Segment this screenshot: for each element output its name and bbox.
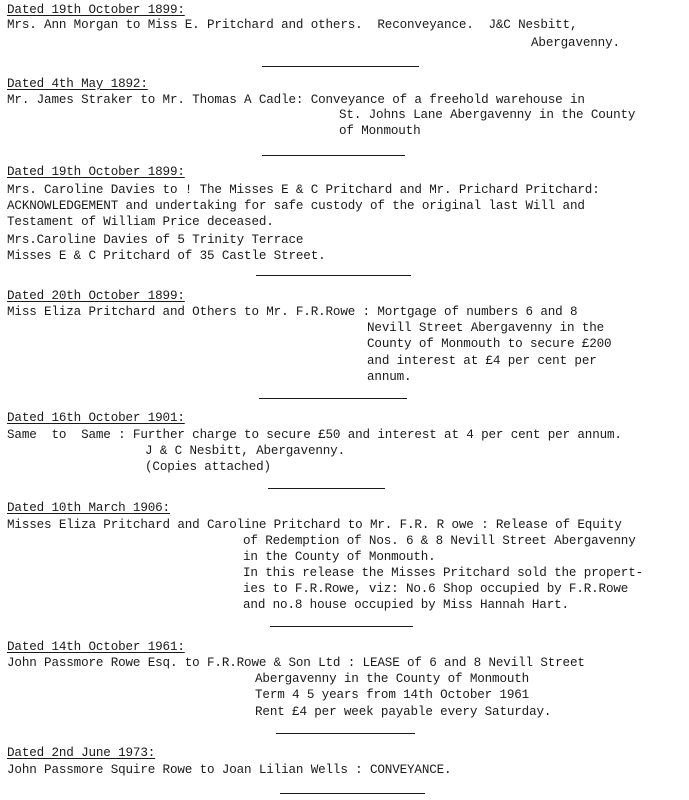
entry-text-line: John Passmore Squire Rowe to Joan Lilian Wells : CONVEYANCE. <box>7 763 452 777</box>
entry-text-line: Misses E & C Pritchard of 35 Castle Street. <box>7 249 326 263</box>
entry-text-line: ACKNOWLEDGEMENT and undertaking for safe custody of the original last Will and <box>7 199 585 213</box>
entry-text-line: Mrs. Caroline Davies to ! The Misses E & C Pritchard and Mr. Prichard Pritchard: <box>7 183 600 197</box>
section-divider <box>259 398 407 399</box>
entry-text-line: Abergavenny in the County of Monmouth <box>255 672 530 686</box>
entry-text-line: ies to F.R.Rowe, viz: No.6 Shop occupied by F.R.Rowe <box>243 582 629 596</box>
entry-text-line: Nevill Street Abergavenny in the <box>367 321 605 335</box>
entry-text-line: Rent £4 per week payable every Saturday. <box>255 705 552 719</box>
entry-text-line: and interest at £4 per cent per <box>367 354 597 368</box>
entry-text-line: of Monmouth <box>339 124 421 138</box>
entry-date: Dated 19th October 1899: <box>7 165 185 179</box>
entry-text-line: Abergavenny. <box>531 36 620 50</box>
entry-text-line: Testament of William Price deceased. <box>7 215 274 229</box>
entry-date: Dated 2nd June 1973: <box>7 746 156 760</box>
entry-date: Dated 10th March 1906: <box>7 501 170 515</box>
entry-text-line: (Copies attached) <box>145 460 271 474</box>
entry-text-line: Misses Eliza Pritchard and Caroline Pritchard to Mr. F.R. R owe : Release of Equity <box>7 518 622 532</box>
section-divider <box>256 275 411 276</box>
entry-date: Dated 16th October 1901: <box>7 411 185 425</box>
entry-text-line: in the County of Monmouth. <box>243 550 436 564</box>
entry-text-line: Mrs. Ann Morgan to Miss E. Pritchard and others. Reconveyance. J&C Nesbitt, <box>7 18 578 32</box>
section-divider <box>280 793 425 794</box>
section-divider <box>270 626 413 627</box>
entry-text-line: John Passmore Rowe Esq. to F.R.Rowe & Son Ltd : LEASE of 6 and 8 Nevill Street <box>7 656 585 670</box>
entry-text-line: Term 4 5 years from 14th October 1961 <box>255 688 530 702</box>
section-divider <box>262 66 419 67</box>
section-divider <box>276 733 415 734</box>
entry-text-line: In this release the Misses Pritchard sold the propert- <box>243 566 644 580</box>
entry-text-line: Mrs.Caroline Davies of 5 Trinity Terrace <box>7 233 304 247</box>
section-divider <box>262 155 405 156</box>
section-divider <box>268 488 385 489</box>
entry-date: Dated 4th May 1892: <box>7 77 148 91</box>
entry-text-line: Same to Same : Further charge to secure £50 and interest at 4 per cent per annum. <box>7 428 622 442</box>
entry-date: Dated 19th October 1899: <box>7 3 185 17</box>
entry-text-line: and no.8 house occupied by Miss Hannah Hart. <box>243 598 569 612</box>
entry-text-line: of Redemption of Nos. 6 & 8 Nevill Street Abergavenny <box>243 534 636 548</box>
entry-text-line: County of Monmouth to secure £200 <box>367 337 612 351</box>
entry-text-line: St. Johns Lane Abergavenny in the County <box>339 108 636 122</box>
entry-text-line: annum. <box>367 370 412 384</box>
entry-date: Dated 20th October 1899: <box>7 289 185 303</box>
entry-text-line: Mr. James Straker to Mr. Thomas A Cadle: Conveyance of a freehold warehouse in <box>7 93 585 107</box>
entry-text-line: Miss Eliza Pritchard and Others to Mr. F.R.Rowe : Mortgage of numbers 6 and 8 <box>7 305 578 319</box>
entry-text-line: J & C Nesbitt, Abergavenny. <box>145 444 346 458</box>
entry-date: Dated 14th October 1961: <box>7 640 185 654</box>
